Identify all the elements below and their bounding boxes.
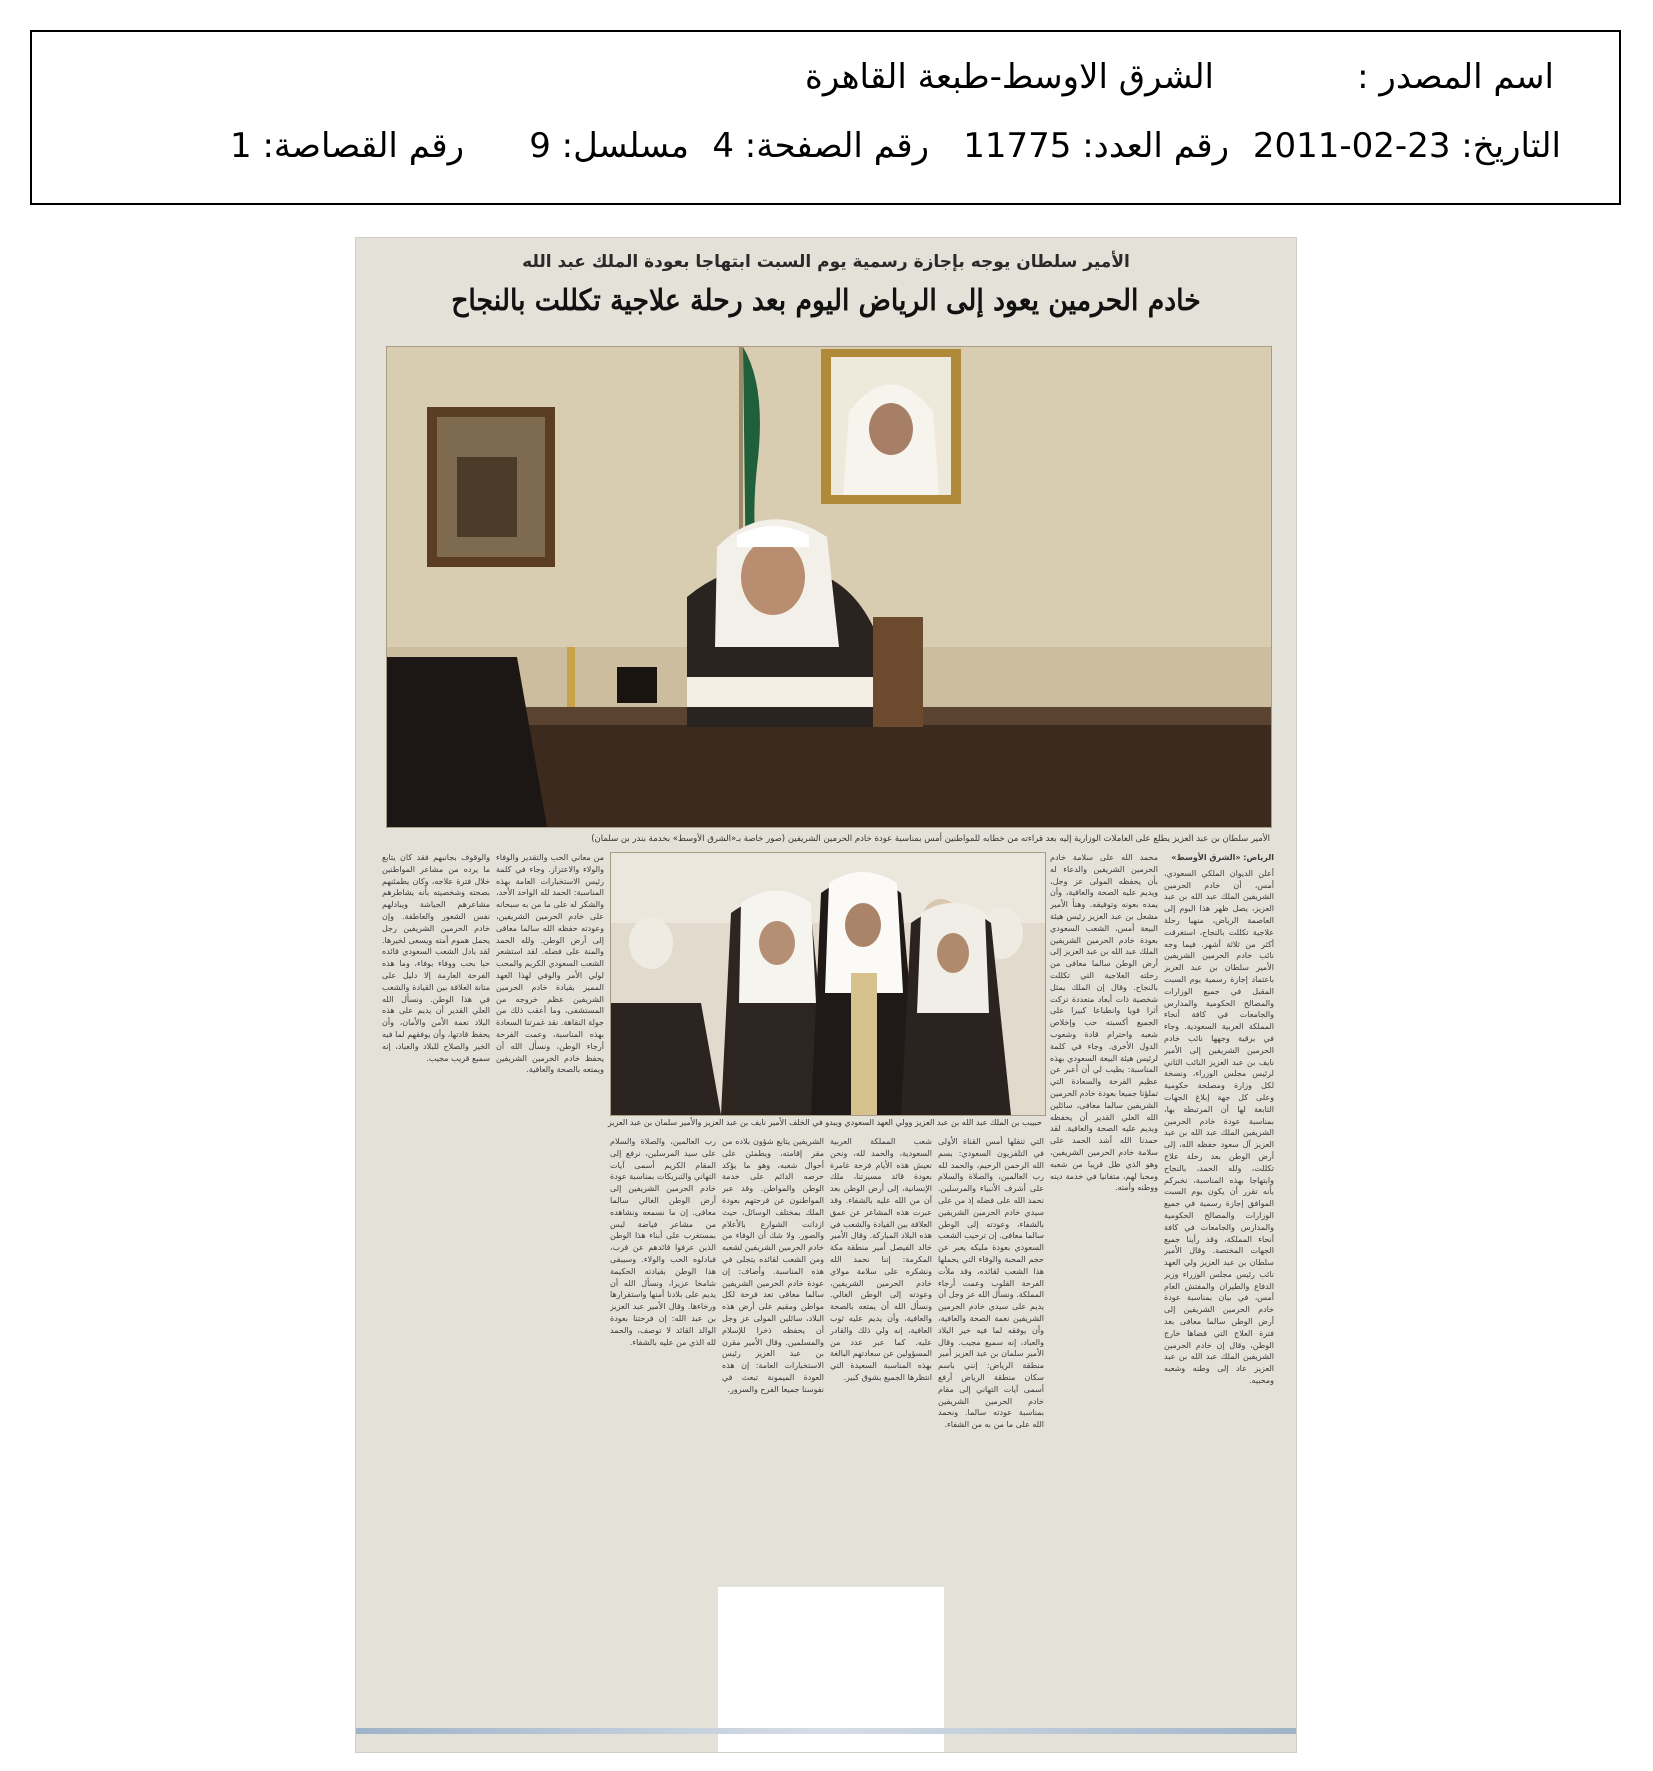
main-photo-illustration bbox=[387, 347, 1271, 827]
sub-photo-illustration bbox=[611, 853, 1045, 1115]
page-bottom-rule bbox=[356, 1728, 1296, 1734]
article-kicker: الأمير سلطان يوجه بإجازة رسمية يوم السبت ابتهاجا بعودة الملك عبد الله bbox=[522, 252, 1130, 272]
article-column-1-text: أعلن الديوان الملكي السعودي، أمس، أن خادم الحرمين الشريفين الملك عبد الله بن عبد العزيز، يصل ظهر هذا اليوم إلى العاصمة الرياض، منهيا رحلة علاجية تكللت بالنجاح، استغرقت أكثر من ثلاثة أشهر. فيما وجه نائب خادم الحرمين الشريفين الأمير سلطان بن عبد العزيز باعتماد إجازة رسمية يوم السبت المقبل في جميع الوزارات والمصالح الحكومية والمدارس والجامعات في كافة أنحاء المملكة العربية السعودية. وجاء في برقية وجهها نائب خادم الحرمين الشريفين إلى الأمير نايف بن عبد العزيز النائب الثاني لرئيس مجلس الوزراء، ونسخة لكل وزارة ومصلحة حكومية وعلى كل جهة إبلاغ الجهات التابعة لها أن المرتبطة بها، بمناسبة عودة خادم الحرمين الشريفين الملك عبد الله بن عبد العزيز آل سعود حفظه الله، إلى أرض الوطن بعد رحلة علاج تكللت، ولله الحمد، بالنجاح وابتهاجا بهذه المناسبة، نخبركم بأنه تقرر أن يكون يوم السبت الموافق إجازة رسمية في جميع الوزارات والمصالح الحكومية والمدارس والجامعات في كافة أنحاء المملكة، وقد رأينا جميع الجهات المختصة. وقال الأمير سلطان بن عبد العزيز ولي العهد نائب رئيس مجلس الوزراء وزير الدفاع والطيران والمفتش العام أمس، في بيان بمناسبة عودة خادم الحرمين الشريفين إلى أرض الوطن سالما معافى بعد فترة العلاج التي قضاها خارج الوطن، وقال إن خادم الحرمين الشريفين الملك عبد الله بن عبد العزيز عاد إلى وطنه وشعبه ومحبيه. bbox=[1164, 868, 1274, 1386]
article-column-5: الشريفين يتابع شؤون بلاده من مقر إقامته، ويطمئن على أحوال شعبه، وهو ما يؤكد حرصه الدائم على خدمة الوطن والمواطن. وقد عبر المواطنون عن فرحتهم بعودة الملك بمختلف الوسائل، حيث ازدانت الشوارع بالأعلام والصور. ولا شك أن الوفاء من خادم الحرمين الشريفين لشعبه ومن الشعب لقائده يتجلى في هذه المناسبة. وأضاف: إن عودة خادم الحرمين الشريفين سالما معافى تعد فرحة لكل مواطن ومقيم على أرض هذه البلاد، سائلين المولى عز وجل أن يحفظه ذخرا للإسلام والمسلمين. وقال الأمير مقرن بن عبد العزيز رئيس الاستخبارات العامة: إن هذه العودة الميمونة تبعث في نفوسنا جميعا الفرح والسرور. bbox=[722, 1137, 824, 1394]
article-column-1 bbox=[1164, 852, 1274, 1752]
serial-field: مسلسل: 9 bbox=[529, 126, 689, 166]
article-column-4: شعب المملكة العربية السعودية، والحمد لله، ونحن نعيش هذه الأيام فرحة غامرة بعودة قائد مسيرتنا، ملك الإنسانية، إلى أرض الوطن بعد أن من الله عليه بالشفاء. وقد عبرت هذه المشاعر عن عمق العلاقة بين القيادة والشعب في هذه البلاد المباركة. وقال الأمير خالد الفيصل أمير منطقة مكة المكرمة: إننا نحمد الله ونشكره على سلامة مولاي خادم الحرمين الشريفين، وعودته إلى الوطن الغالي. ونسأل الله أن يمتعه بالصحة والعافية، وأن يديم عليه ثوب العافية، إنه ولي ذلك والقادر عليه. كما عبر عدد من المسؤولين عن سعادتهم البالغة بهذه المناسبة السعيدة التي انتظرها الجميع بشوق كبير. bbox=[830, 1137, 932, 1382]
sub-photo-caption: حبيبب بن الملك عبد الله بن عبد العزيز وولي العهد السعودي ويبدو في الخلف الأمير نايف بن عبد العزيز والأمير سلمان بن عبد العزيز bbox=[607, 1118, 1042, 1127]
source-value: الشرق الاوسط-طبعة القاهرة bbox=[805, 57, 1214, 97]
sub-photo bbox=[610, 852, 1046, 1116]
newspaper-clipping bbox=[356, 238, 1296, 1752]
article-column-6: رب العالمين، والصلاة والسلام على سيد المرسلين، نرفع إلى المقام الكريم أسمى آيات التهاني والتبريكات بمناسبة عودة خادم الحرمين الشريفين إلى أرض الوطن الغالي سالما معافى. إن ما نسمعه ونشاهده من مشاعر فياضة ليس بمستغرب على أبناء هذا الوطن الذين عرفوا قائدهم عن قرب، فبادلوه الحب والولاء. وسيبقى هذا الوطن بقيادته الحكيمة شامخا عزيزا، ونسأل الله أن يديم على بلادنا أمنها واستقرارها ورخاءها. وقال الأمير عبد العزيز بن عبد الله: إن فرحتنا بعودة الوالد القائد لا توصف، والحمد لله الذي من عليه بالشفاء. bbox=[610, 1137, 716, 1347]
page-field: رقم الصفحة: 4 bbox=[712, 126, 929, 166]
clipping-header bbox=[30, 30, 1621, 205]
article-column-8: والوقوف بجانبهم فقد كان يتابع ما يرده من مشاعر المواطنين خلال فترة علاجه، وكان يطمئنهم بصحته وشخصيته بأنه يشاطرهم مشاعرهم الجياشة ويبادلهم نفس الشعور والعاطفة. وإن خادم الحرمين الشريفين رجل يحمل هموم أمته ويسعى لخيرها. لقد بادل الشعب السعودي قائده حبا بحب ووفاء بوفاء، وما هذه الفرحة العارمة إلا دليل على متانة العلاقة بين القيادة والشعب في هذا الوطن. ونسأل الله العلي القدير أن يديم على هذه البلاد نعمة الأمن والأمان، وأن يحفظ قادتها، وأن يوفقهم لما فيه الخير والصلاح للبلاد والعباد، إنه سميع قريب مجيب. bbox=[382, 853, 490, 1063]
main-photo bbox=[386, 346, 1272, 828]
main-photo-caption: الأمير سلطان بن عبد العزيز يطلع على العاملات الوزارية إليه بعد قراءته من خطابه للمواطنين أمس بمناسبة عودة خادم الحرمين الشريفين (صور خاصة بـ«الشرق الأوسط» بخدمة بندر بن سلمان) bbox=[591, 834, 1270, 844]
article-column-2: محمد الله على سلامة خادم الحرمين الشريفين والدعاء له بأن يحفظه المولى عز وجل، ويديم عليه الصحة والعافية، وأن يمده بعونه وتوفيقه. وهنأ الأمير مشعل بن عبد العزيز رئيس هيئة البيعة أمس، الشعب السعودي بعودة خادم الحرمين الشريفين الملك عبد الله بن عبد العزيز إلى أرض الوطن سالما معافى من رحلته العلاجية التي تكللت بالنجاح. وقال إن الملك يمثل شخصية ذات أبعاد متعددة تركت أثرا قويا وانطباعا كبيرا على الجميع أكسبته حب وإخلاص شعبه واحترام قادة وشعوب الدول الأخرى. وجاء في كلمة لرئيس هيئة البيعة السعودي بهذه المناسبة: يطيب لي أن أعبر عن عظيم الفرحة والسعادة التي تملؤنا جميعا بعودة خادم الحرمين الشريفين سالما معافى، سائلين الله العلي القدير أن يحفظه ويديم عليه الصحة والعافية. لقد حمدنا الله أشد الحمد على سلامة خادم الحرمين الشريفين، وهو الذي ظل قريبا من شعبه ومحبا لهم، متفانيا في خدمة دينه ووطنه وأمته. bbox=[1050, 853, 1158, 1193]
article-column-3: التي تنقلها أمس القناة الأولى في التلفزيون السعودي: بسم الله الرحمن الرحيم، والحمد لله رب العالمين، والصلاة والسلام على أشرف الأنبياء والمرسلين. نحمد الله على فضله إذ من على سيدي خادم الحرمين الشريفين بالشفاء، وعودته إلى الوطن سالما معافى. إن ترحيب الشعب السعودي بعودة مليكه يعبر عن حجم المحبة والوفاء التي يحملها هذا الشعب لقائده، وقد ملأت الفرحة القلوب وعمت أرجاء المملكة. ونسأل الله عز وجل أن يديم على سيدي خادم الحرمين الشريفين نعمة الصحة والعافية، وأن يوفقه لما فيه خير البلاد والعباد، إنه سميع مجيب. وقال الأمير سلمان بن عبد العزيز أمير منطقة الرياض: إنني باسم سكان منطقة الرياض أرفع أسمى آيات التهاني إلى مقام خادم الحرمين الشريفين بمناسبة عودته سالما. ونحمد الله على ما من به من الشفاء. bbox=[938, 1137, 1044, 1430]
issue-field: رقم العدد: 11775 bbox=[963, 126, 1229, 166]
clip-number-field: رقم القصاصة: 1 bbox=[230, 126, 464, 166]
article-column-7: من معاني الحب والتقدير والوفاء والولاء والاعتزاز. وجاء في كلمة رئيس الاستخبارات العامة بهذه المناسبة: الحمد لله الواحد الأحد، والشكر له على ما من به سبحانه على خادم الحرمين الشريفين، وعودته حفظه الله سالما معافى إلى أرض الوطن. ولله الحمد والمنة على فضله. لقد استشعر الشعب السعودي الكريم والمحب لولي الأمر والوفي لهذا العهد المميز بقيادة خادم الحرمين الشريفين عظم خروجه من المستشفى، وما أعقب ذلك من جولة النقاهة. نقد غمرتنا السعادة بهذه المناسبة، وعمت الفرحة أرجاء الوطن، ونسأل الله أن يحفظ خادم الحرمين الشريفين ويمتعه بالصحة والعافية. bbox=[496, 853, 604, 1075]
article-dateline: الرياض: «الشرق الأوسط» bbox=[1171, 853, 1274, 862]
date-field: التاريخ: 23-02-2011 bbox=[1252, 126, 1561, 166]
source-label: اسم المصدر : bbox=[1357, 57, 1554, 97]
article-headline: خادم الحرمين يعود إلى الرياض اليوم بعد رحلة علاجية تكللت بالنجاح bbox=[451, 283, 1201, 317]
